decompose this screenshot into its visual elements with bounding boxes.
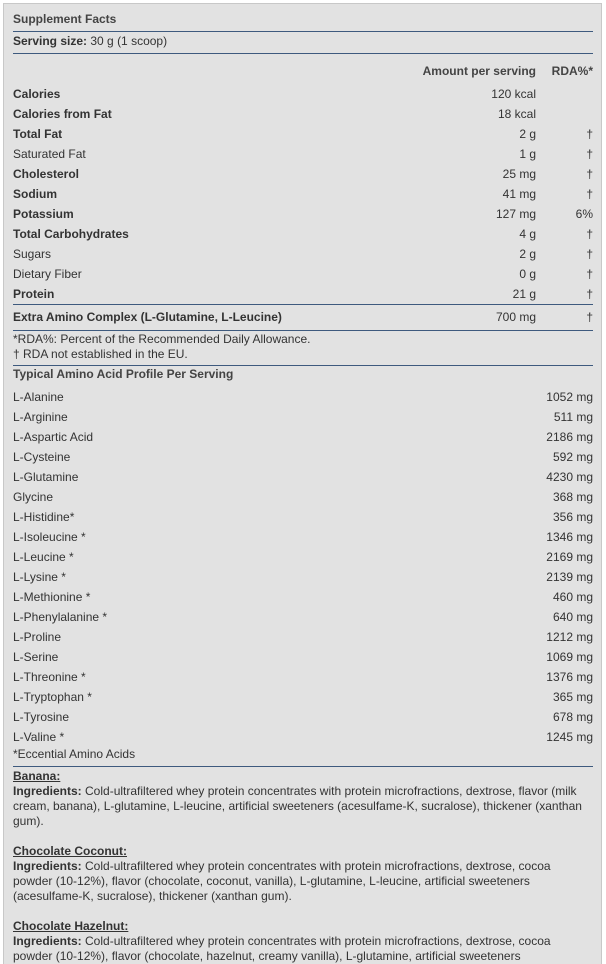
ingredients-label: Ingredients: xyxy=(13,859,82,873)
nutrient-name: Dietary Fiber xyxy=(13,267,82,281)
amino-acid-row xyxy=(13,487,593,507)
amino-acid-row xyxy=(13,527,593,547)
flavor-name: Chocolate Hazelnut: xyxy=(13,919,129,933)
panel-title: Supplement Facts xyxy=(13,12,117,26)
amino-acid-name: L-Cysteine xyxy=(13,450,71,464)
flavor-name: Chocolate Coconut: xyxy=(13,844,127,858)
nutrient-rda: † xyxy=(586,247,593,261)
amino-acid-amount: 460 mg xyxy=(552,590,593,604)
amino-acid-row xyxy=(13,387,593,407)
amino-acid-name: Glycine xyxy=(13,490,54,504)
amino-acid-amount: 640 mg xyxy=(552,610,593,624)
amino-acid-amount: 2186 mg xyxy=(546,430,593,444)
amount-header: Amount per serving xyxy=(422,64,536,78)
amino-acid-name: L-Tyrosine xyxy=(13,710,70,724)
nutrient-amount: 25 mg xyxy=(502,167,536,181)
nutrient-name: Calories xyxy=(13,87,61,101)
ingredients-label: Ingredients: xyxy=(13,784,82,798)
nutrient-row xyxy=(13,284,593,304)
nutrient-amount: 700 mg xyxy=(495,310,536,324)
nutrient-name: Calories from Fat xyxy=(13,107,112,121)
amino-acid-name: L-Isoleucine * xyxy=(13,530,86,544)
nutrient-name: Total Carbohydrates xyxy=(13,227,129,241)
nutrient-row xyxy=(13,104,593,124)
ingredients-list: Cold-ultrafiltered whey protein concentrates with protein microfractions, dextrose, cocoa powder (10-12%), flavor (chocolate, coconut, vanilla), L-glutamine, L-leucine, artificial sweeteners (acesulfame-K, sucralose), thickener (xanthan gum). xyxy=(13,859,551,903)
serving-size xyxy=(13,34,167,48)
nutrient-rda: † xyxy=(586,287,593,301)
flavor-block xyxy=(13,844,589,904)
nutrient-amount: 2 g xyxy=(519,127,536,141)
nutrient-name: Protein xyxy=(13,287,55,301)
nutrient-amount: 18 kcal xyxy=(497,107,536,121)
nutrient-name: Extra Amino Complex (L-Glutamine, L-Leucine) xyxy=(13,310,282,324)
nutrient-row xyxy=(13,224,593,244)
divider xyxy=(13,766,593,767)
amino-acid-row xyxy=(13,507,593,527)
nutrient-name: Sodium xyxy=(13,187,57,201)
nutrient-name: Sugars xyxy=(13,247,52,261)
nutrient-row xyxy=(13,124,593,144)
nutrient-row xyxy=(13,244,593,264)
amino-acid-amount: 368 mg xyxy=(552,490,593,504)
flavor-block xyxy=(13,919,589,964)
amino-acid-name: L-Lysine * xyxy=(13,570,66,584)
amino-acid-amount: 356 mg xyxy=(552,510,593,524)
nutrient-amount: 127 mg xyxy=(495,207,536,221)
amino-acid-row xyxy=(13,687,593,707)
amino-acid-name: L-Tryptophan * xyxy=(13,690,92,704)
essential-note: *Eccential Amino Acids xyxy=(13,747,136,761)
amino-acid-amount: 2169 mg xyxy=(546,550,593,564)
nutrient-amount: 21 g xyxy=(512,287,536,301)
nutrient-rda: 6% xyxy=(575,207,593,221)
ingredients-text xyxy=(13,784,589,829)
amino-acid-row xyxy=(13,607,593,627)
divider xyxy=(13,365,593,366)
amino-acid-row xyxy=(13,427,593,447)
ingredients-list: Cold-ultrafiltered whey protein concentrates with protein microfractions, dextrose, flavor (milk cream, banana), L-glutamine, L-leucine, artificial sweeteners (acesulfame-K, sucralose), thickener (xanthan gum). xyxy=(13,784,582,828)
amino-acid-row xyxy=(13,667,593,687)
amino-acid-row xyxy=(13,547,593,567)
ingredients-text xyxy=(13,859,589,904)
amino-acid-row xyxy=(13,727,593,747)
amino-acid-row xyxy=(13,647,593,667)
nutrient-rda: † xyxy=(586,267,593,281)
amino-acid-row xyxy=(13,467,593,487)
amino-acid-name: L-Valine * xyxy=(13,730,65,744)
rda-header: RDA%* xyxy=(551,64,593,78)
supplement-facts-panel xyxy=(3,3,602,964)
divider xyxy=(13,53,593,54)
rda-footnote: *RDA%: Percent of the Recommended Daily Allowance. xyxy=(13,332,311,346)
nutrient-rda: † xyxy=(586,227,593,241)
amino-acid-row xyxy=(13,407,593,427)
amino-acid-amount: 678 mg xyxy=(552,710,593,724)
amino-acid-amount: 1069 mg xyxy=(546,650,593,664)
flavor-block xyxy=(13,769,589,829)
nutrient-row xyxy=(13,264,593,284)
amino-acid-amount: 365 mg xyxy=(552,690,593,704)
amino-acid-name: L-Proline xyxy=(13,630,62,644)
nutrient-amount: 41 mg xyxy=(502,187,536,201)
nutrient-rda: † xyxy=(586,187,593,201)
amino-acid-name: L-Arginine xyxy=(13,410,68,424)
amino-acid-amount: 1245 mg xyxy=(546,730,593,744)
nutrient-amount: 2 g xyxy=(519,247,536,261)
nutrient-row xyxy=(13,204,593,224)
amino-acid-amount: 592 mg xyxy=(552,450,593,464)
nutrient-amount: 120 kcal xyxy=(491,87,536,101)
nutrient-name: Cholesterol xyxy=(13,167,80,181)
serving-label: Serving size: xyxy=(13,34,88,48)
nutrient-rda: † xyxy=(586,167,593,181)
flavor-name: Banana: xyxy=(13,769,61,783)
nutrient-name: Total Fat xyxy=(13,127,63,141)
nutrient-row xyxy=(13,164,593,184)
nutrient-name: Potassium xyxy=(13,207,74,221)
nutrient-rda: † xyxy=(586,127,593,141)
nutrient-amount: 0 g xyxy=(519,267,536,281)
nutrient-name: Saturated Fat xyxy=(13,147,86,161)
nutrient-amount: 1 g xyxy=(519,147,536,161)
amino-acid-name: L-Histidine* xyxy=(13,510,75,524)
amino-acid-row xyxy=(13,567,593,587)
amino-acid-name: L-Threonine * xyxy=(13,670,86,684)
amino-acid-amount: 1376 mg xyxy=(546,670,593,684)
nutrient-rda: † xyxy=(586,147,593,161)
amino-acid-amount: 1346 mg xyxy=(546,530,593,544)
amino-acid-amount: 1212 mg xyxy=(546,630,593,644)
extra-amino-row xyxy=(13,307,593,327)
nutrient-row xyxy=(13,84,593,104)
nutrient-row xyxy=(13,184,593,204)
divider xyxy=(13,31,593,32)
amino-acid-amount: 2139 mg xyxy=(546,570,593,584)
amino-acid-name: L-Phenylalanine * xyxy=(13,610,108,624)
amino-acid-row xyxy=(13,627,593,647)
amino-acid-name: L-Glutamine xyxy=(13,470,79,484)
ingredients-list: Cold-ultrafiltered whey protein concentrates with protein microfractions, dextrose, cocoa powder (10-12%), flavor (chocolate, hazelnut, creamy vanilla), L-glutamine, artificial sweeteners xyxy=(13,934,551,963)
ingredients-text xyxy=(13,934,589,964)
amino-acid-row xyxy=(13,447,593,467)
amino-acid-row xyxy=(13,587,593,607)
nutrient-row xyxy=(13,144,593,164)
divider xyxy=(13,304,593,305)
amino-profile-title: Typical Amino Acid Profile Per Serving xyxy=(13,367,234,381)
dagger-footnote: † RDA not established in the EU. xyxy=(13,347,188,361)
nutrient-rda: † xyxy=(586,310,593,324)
amino-acid-name: L-Leucine * xyxy=(13,550,74,564)
amino-acid-name: L-Serine xyxy=(13,650,59,664)
amino-acid-amount: 1052 mg xyxy=(546,390,593,404)
ingredients-label: Ingredients: xyxy=(13,934,82,948)
amino-acid-name: L-Methionine * xyxy=(13,590,91,604)
nutrient-amount: 4 g xyxy=(519,227,536,241)
serving-value: 30 g (1 scoop) xyxy=(90,34,168,48)
amino-acid-name: L-Alanine xyxy=(13,390,64,404)
amino-acid-amount: 4230 mg xyxy=(546,470,593,484)
divider xyxy=(13,330,593,331)
amino-acid-amount: 511 mg xyxy=(553,410,593,424)
amino-acid-row xyxy=(13,707,593,727)
amino-acid-name: L-Aspartic Acid xyxy=(13,430,94,444)
